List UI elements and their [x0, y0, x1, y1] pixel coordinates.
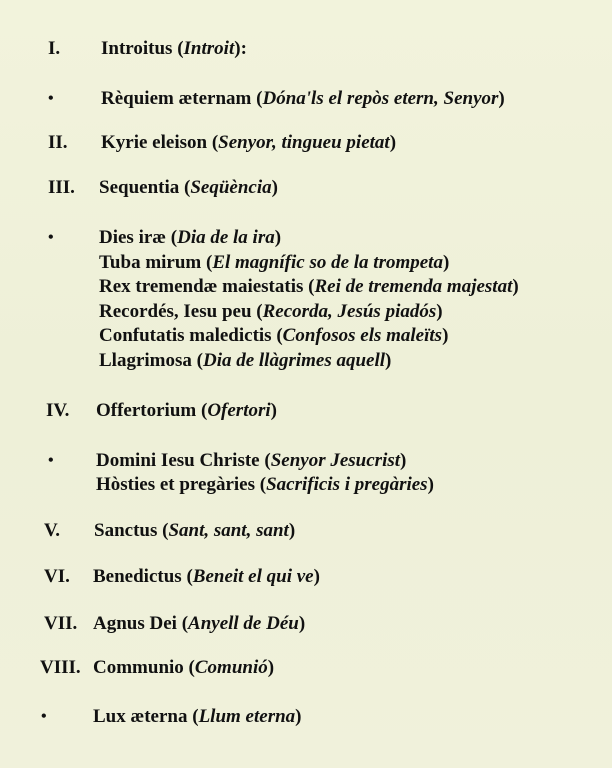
movement-translation: Ofertori	[207, 400, 271, 421]
movement-translation: Dia de llàgrimes aquell	[202, 349, 386, 371]
movement-line: Dies iræ (Dia de la ira)	[99, 227, 282, 248]
movement-title: Rèquiem æternam	[101, 88, 252, 109]
movement-line: Rex tremendæ maiestatis (Rei de tremenda majestat)	[99, 276, 519, 297]
movement-translation: Senyor Jesucrist	[270, 450, 401, 471]
section-number: VII.	[44, 613, 78, 634]
movement-title: Hòsties et pregàries	[96, 474, 255, 495]
movement-translation: Anyell de Déu	[188, 613, 299, 634]
movement-translation: El magnífic so de la trompeta	[212, 251, 443, 273]
movement-translation: Comunió	[194, 657, 268, 678]
movement-title: Rex tremendæ maiestatis	[99, 276, 304, 297]
movement-line: Benedictus (Beneit el qui ve)	[93, 566, 320, 587]
movement-title: Kyrie eleison	[101, 132, 208, 153]
movement-title: Domini Iesu Christe	[96, 450, 260, 471]
movement-line: Offertorium (Ofertori)	[96, 400, 277, 421]
movement-line: Sanctus (Sant, sant, sant)	[94, 520, 296, 541]
movement-translation: Dóna'ls el repòs etern, Senyor	[262, 88, 499, 109]
movement-line: Kyrie eleison (Senyor, tingueu pietat)	[101, 132, 397, 153]
movement-translation: Beneit el qui ve	[192, 566, 314, 587]
movement-translation: Sacrificis i pregàries	[266, 474, 428, 495]
bullet-marker: •	[48, 452, 54, 469]
movement-line: Lux æterna (Llum eterna)	[93, 706, 302, 727]
movement-line: Introitus (Introit):	[101, 38, 247, 59]
movement-title: Dies iræ	[99, 227, 167, 248]
movement-title: Benedictus	[93, 566, 182, 587]
movement-line: Rèquiem æternam (Dóna'ls el repòs etern, Senyor)	[101, 88, 505, 109]
movement-translation: Dia de la ira	[177, 227, 275, 248]
movement-line: Communio (Comunió)	[93, 657, 275, 678]
movement-line: Recordés, Iesu peu (Recorda, Jesús piadós)	[99, 300, 443, 322]
movement-title: Sanctus	[94, 520, 158, 541]
movement-title: Recordés, Iesu peu	[99, 300, 252, 322]
movement-title: Communio	[93, 657, 184, 678]
movement-title: Llagrimosa	[99, 349, 192, 371]
movement-title: Lux æterna	[93, 706, 188, 727]
movement-line: Domini Iesu Christe (Senyor Jesucrist)	[96, 450, 407, 471]
movement-line: Tuba mirum (El magnífic so de la trompeta)	[99, 251, 450, 273]
section-number: II.	[48, 132, 68, 153]
movement-title: Confutatis maledictis	[99, 325, 272, 346]
movement-title: Introitus	[101, 38, 173, 59]
movement-translation: Confosos els maleïts	[282, 325, 443, 346]
movement-translation: Recorda, Jesús piadós	[262, 300, 437, 322]
movement-translation: Sant, sant, sant	[168, 520, 289, 541]
section-number: III.	[48, 177, 75, 198]
movement-translation: Seqüència	[190, 177, 272, 198]
movement-line: Agnus Dei (Anyell de Déu)	[93, 613, 306, 634]
section-number: V.	[44, 520, 61, 541]
movement-line: Hòsties et pregàries (Sacrificis i pregàries)	[96, 474, 434, 495]
movement-title: Offertorium	[96, 400, 197, 421]
section-number: IV.	[46, 400, 70, 421]
movement-translation: Introit	[183, 38, 235, 59]
movement-title: Sequentia	[99, 177, 180, 198]
bullet-marker: •	[41, 708, 47, 725]
movement-translation: Rei de tremenda majestat	[314, 276, 513, 297]
section-number: VIII.	[40, 657, 81, 678]
section-number: VI.	[44, 566, 70, 587]
movement-title: Tuba mirum	[99, 251, 202, 273]
movement-title: Agnus Dei	[93, 613, 177, 634]
movement-line: Sequentia (Seqüència)	[99, 177, 278, 198]
movement-translation: Senyor, tingueu pietat	[218, 132, 390, 153]
section-number: I.	[48, 38, 61, 59]
movement-translation: Llum eterna	[198, 706, 296, 727]
bullet-marker: •	[48, 90, 54, 107]
movement-line: Confutatis maledictis (Confosos els maleïts)	[99, 325, 449, 346]
movement-line: Llagrimosa (Dia de llàgrimes aquell)	[99, 349, 392, 371]
bullet-marker: •	[48, 229, 54, 246]
movement-suffix: :	[240, 38, 247, 59]
